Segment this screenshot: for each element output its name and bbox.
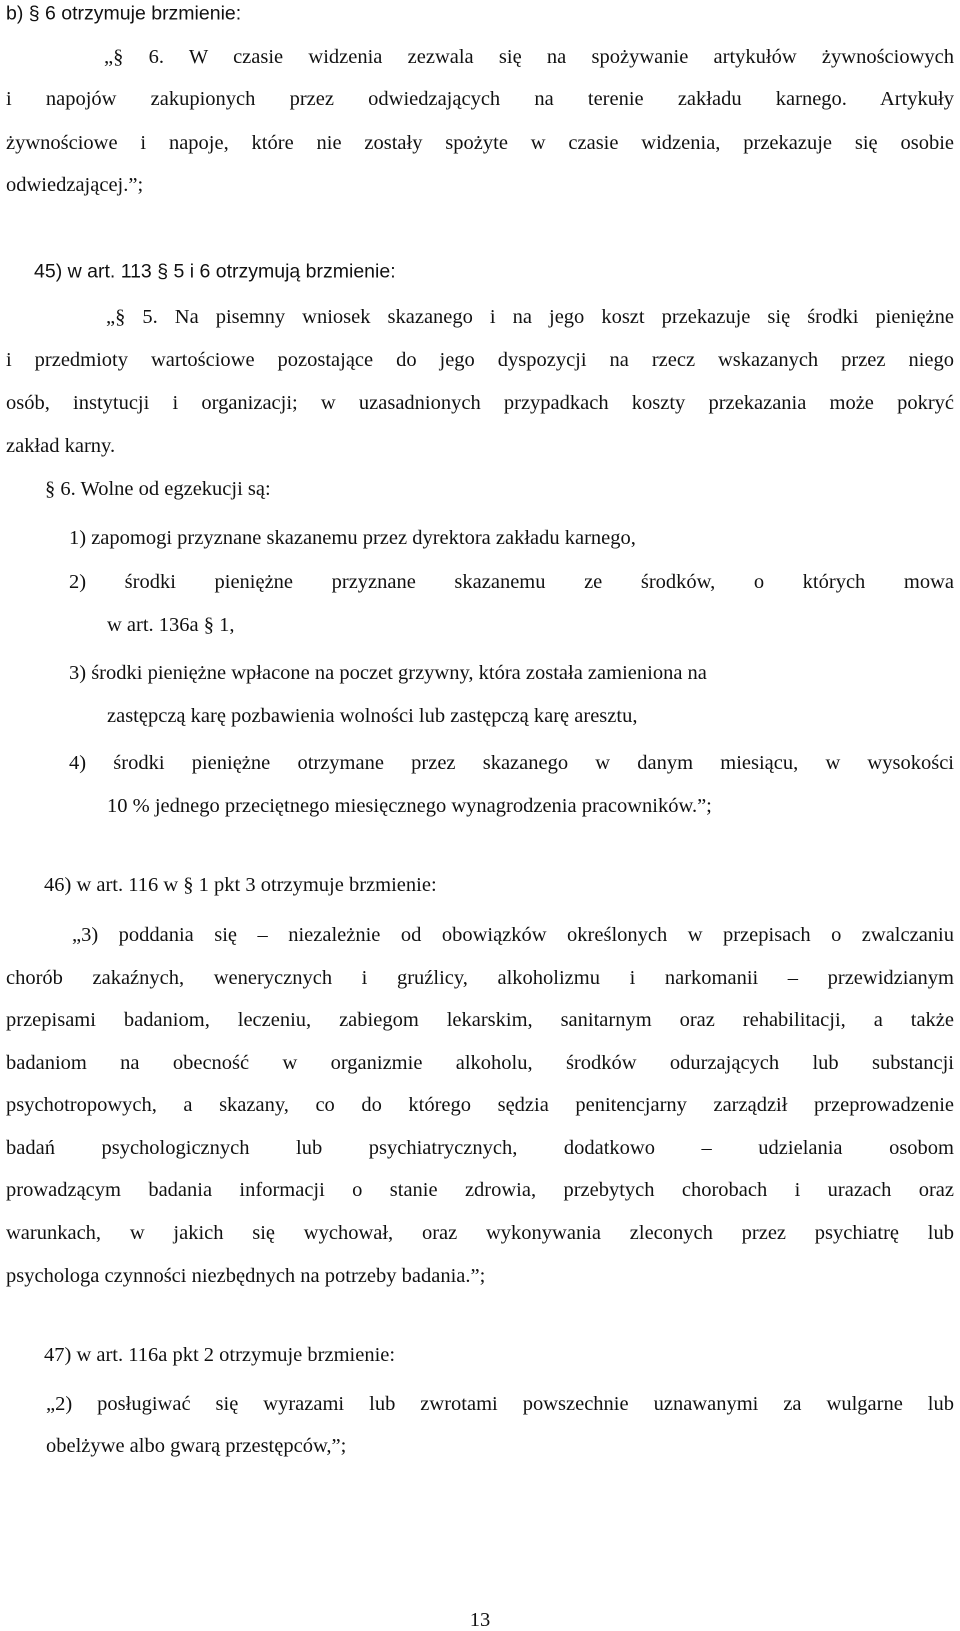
paragraph-line: „2) posługiwać się wyrazami lub zwrotami powszechnie uznawanymi za wulgarne lub xyxy=(46,1392,954,1415)
paragraph-line: warunkach, w jakich się wychował, oraz wykonywania zleconych przez psychiatrę lub xyxy=(6,1221,954,1244)
amendment-b-heading: b) § 6 otrzymuje brzmienie: xyxy=(6,2,242,25)
list-item: 4) środki pieniężne otrzymane przez skazanego w danym miesiącu, w wysokości xyxy=(69,751,954,774)
paragraph-line: i napojów zakupionych przez odwiedzających na terenie zakładu karnego. Artykuły xyxy=(6,87,954,110)
paragraph-line: zakład karny. xyxy=(6,434,116,457)
list-item-continuation: 10 % jednego przeciętnego miesięcznego wynagrodzenia pracowników.”; xyxy=(107,794,712,817)
paragraph-line: przepisami badaniom, leczeniu, zabiegom lekarskim, sanitarnym oraz rehabilitacji, a także xyxy=(6,1008,954,1031)
paragraph-line: „§ 6. W czasie widzenia zezwala się na spożywanie artykułów żywnościowych xyxy=(104,45,954,68)
paragraph-line: osób, instytucji i organizacji; w uzasadnionych przypadkach koszty przekazania może pokryć xyxy=(6,391,954,414)
paragraph-line: i przedmioty wartościowe pozostające do jego dyspozycji na rzecz wskazanych przez niego xyxy=(6,348,954,371)
list-item-continuation: zastępczą karę pozbawienia wolności lub zastępczą karę aresztu, xyxy=(107,704,638,727)
point-46-heading: 46) w art. 116 w § 1 pkt 3 otrzymuje brzmienie: xyxy=(44,873,437,896)
page-number: 13 xyxy=(469,1608,491,1631)
point-47-heading: 47) w art. 116a pkt 2 otrzymuje brzmienie: xyxy=(44,1343,396,1366)
paragraph-line: badaniom na obecność w organizmie alkoholu, środków odurzających lub substancji xyxy=(6,1051,954,1074)
paragraph-line: obelżywe albo gwarą przestępców,”; xyxy=(46,1434,347,1457)
paragraph-line: chorób zakaźnych, wenerycznych i gruźlicy, alkoholizmu i narkomanii – przewidzianym xyxy=(6,966,954,989)
paragraph-line: odwiedzającej.”; xyxy=(6,173,144,196)
paragraph-line: badań psychologicznych lub psychiatrycznych, dodatkowo – udzielania osobom xyxy=(6,1136,954,1159)
list-item-continuation: w art. 136a § 1, xyxy=(107,613,235,636)
document-page xyxy=(6,0,954,1630)
list-item: 2) środki pieniężne przyznane skazanemu ze środków, o których mowa xyxy=(69,570,954,593)
point-45-heading: 45) w art. 113 § 5 i 6 otrzymują brzmienie: xyxy=(34,260,396,283)
paragraph-line: § 6. Wolne od egzekucji są: xyxy=(45,477,271,500)
paragraph-line: żywnościowe i napoje, które nie zostały spożyte w czasie widzenia, przekazuje się osobie xyxy=(6,131,954,154)
paragraph-line: „3) poddania się – niezależnie od obowiązków określonych w przepisach o zwalczaniu xyxy=(72,923,954,946)
paragraph-line: „§ 5. Na pisemny wniosek skazanego i na jego koszt przekazuje się środki pieniężne xyxy=(106,305,954,328)
paragraph-line: psychotropowych, a skazany, co do którego sędzia penitencjarny zarządził przeprowadzenie xyxy=(6,1093,954,1116)
list-item: 3) środki pieniężne wpłacone na poczet grzywny, która została zamieniona na xyxy=(69,661,707,684)
paragraph-line: psychologa czynności niezbędnych na potrzeby badania.”; xyxy=(6,1264,486,1287)
paragraph-line: prowadzącym badania informacji o stanie zdrowia, przebytych chorobach i urazach oraz xyxy=(6,1178,954,1201)
list-item: 1) zapomogi przyznane skazanemu przez dyrektora zakładu karnego, xyxy=(69,526,636,549)
